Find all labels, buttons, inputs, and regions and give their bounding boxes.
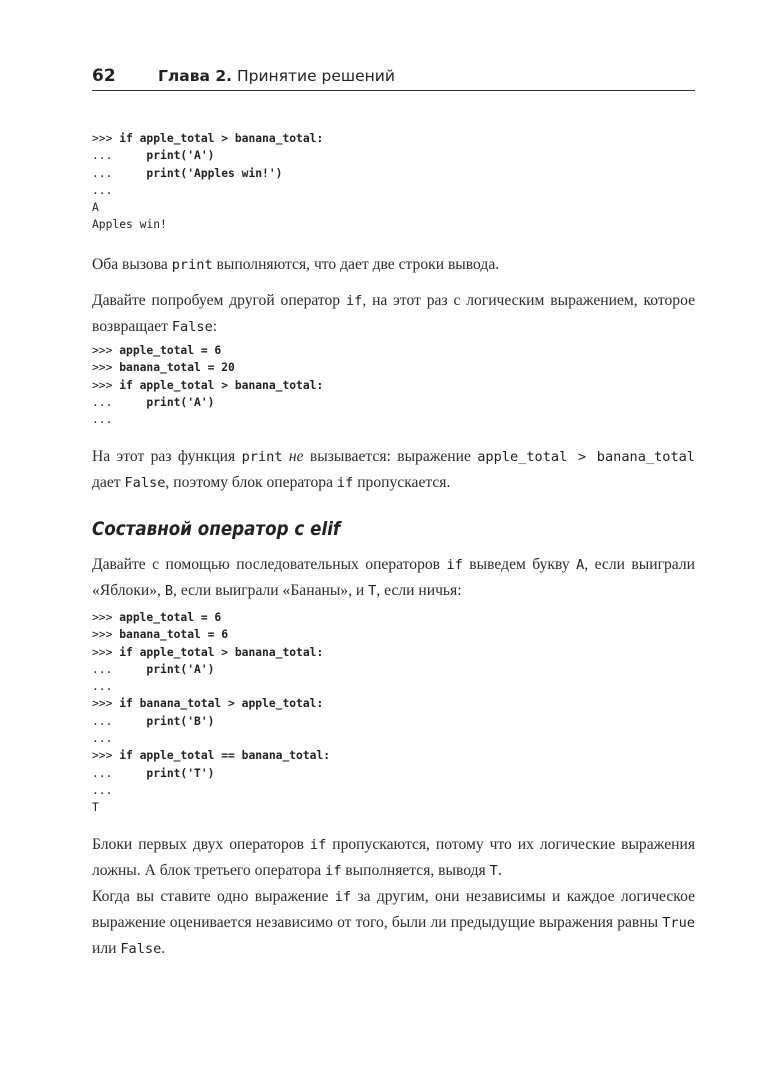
code-line [92, 730, 330, 747]
code-text: print('A') [146, 149, 215, 163]
code-line [92, 713, 330, 730]
code-text: banana_total = 20 [119, 361, 235, 375]
running-header [92, 62, 695, 90]
code-block-3 [92, 609, 330, 817]
code-block-1 [92, 130, 323, 234]
code-text: banana_total = 6 [119, 628, 229, 642]
paragraph-5: Блоки первых двух операторов if пропускаются, потому что их логические выражения ложны. А блок третьего оператора if выполняется, выводя T. [92, 836, 696, 879]
code-prompt: >>> [92, 378, 120, 392]
code-prompt: ... [92, 732, 113, 746]
code-text: apple_total = 6 [119, 344, 222, 357]
code-prompt: >>> [92, 132, 120, 145]
code-prompt: ... [92, 766, 147, 780]
code-text: print('A') [146, 662, 215, 676]
code-line [92, 626, 330, 643]
code-line [92, 644, 330, 661]
code-output: T [92, 801, 99, 815]
code-prompt: >>> [92, 749, 120, 763]
header-rule [92, 90, 695, 91]
code-text: print('T') [146, 766, 215, 780]
code-line [92, 609, 330, 626]
code-text: if apple_total > banana_total: [119, 645, 324, 659]
code-text: if apple_total == banana_total: [119, 749, 331, 763]
code-prompt: ... [92, 783, 113, 797]
code-prompt: >>> [92, 361, 120, 375]
code-prompt: >>> [92, 697, 120, 711]
code-line [92, 165, 323, 182]
code-line [92, 411, 323, 428]
code-line [92, 130, 323, 147]
code-output: A [92, 201, 99, 215]
code-text: print('A') [146, 395, 215, 409]
paragraph-4: Давайте с помощью последовательных операторов if выведем букву A, если выиграли «Яблоки», B, если выиграли «Бананы», и T, если ничья: [92, 556, 695, 599]
code-text: print('Apples win!') [146, 166, 283, 180]
code-prompt: ... [92, 662, 147, 676]
code-prompt: >>> [92, 344, 120, 357]
code-text: apple_total = 6 [119, 611, 222, 624]
code-line [92, 678, 330, 695]
code-text: print('B') [146, 714, 215, 728]
code-prompt: ... [92, 183, 113, 197]
code-line [92, 147, 323, 164]
chapter-label: Глава 2. [158, 67, 233, 85]
page-number: 62 [92, 66, 116, 86]
code-text: if banana_total > apple_total: [119, 697, 324, 711]
code-line [92, 199, 323, 216]
code-output: Apples win! [92, 218, 167, 232]
code-prompt: ... [92, 413, 113, 427]
chapter-title [158, 67, 395, 85]
paragraph-2: Давайте попробуем другой оператор if, на этот раз с логическим выражением, которое возвращает False: [92, 292, 695, 335]
code-prompt: ... [92, 166, 147, 180]
code-prompt: >>> [92, 645, 120, 659]
code-line [92, 782, 330, 799]
code-prompt: ... [92, 149, 147, 163]
code-line [92, 342, 323, 359]
code-text: if apple_total > banana_total: [119, 132, 324, 145]
code-prompt: >>> [92, 628, 120, 642]
code-line [92, 359, 323, 376]
code-prompt: ... [92, 395, 147, 409]
chapter-name: Принятие решений [236, 67, 395, 85]
code-line [92, 747, 330, 764]
code-line [92, 765, 330, 782]
code-line [92, 182, 323, 199]
code-prompt: ... [92, 714, 147, 728]
code-line [92, 377, 323, 394]
paragraph-6: Когда вы ставите одно выражение if за другим, они независимы и каждое логическое выражение оценивается независимо от того, были ли предыдущие выражения равны True или False. [92, 888, 695, 957]
code-text: if apple_total > banana_total: [119, 378, 324, 392]
code-block-2 [92, 342, 323, 428]
section-heading: Составной оператор с elif [92, 518, 341, 540]
paragraph-3: На этот раз функция print не вызывается: выражение apple_total > banana_total дает False, поэтому блок оператора if пропускается. [92, 448, 695, 491]
code-line [92, 216, 323, 233]
code-line [92, 799, 330, 816]
code-prompt: ... [92, 680, 113, 694]
code-line [92, 661, 330, 678]
paragraph-1: Оба вызова print выполняются, что дает две строки вывода. [92, 256, 500, 273]
code-prompt: >>> [92, 611, 120, 624]
code-line [92, 695, 330, 712]
code-line [92, 394, 323, 411]
